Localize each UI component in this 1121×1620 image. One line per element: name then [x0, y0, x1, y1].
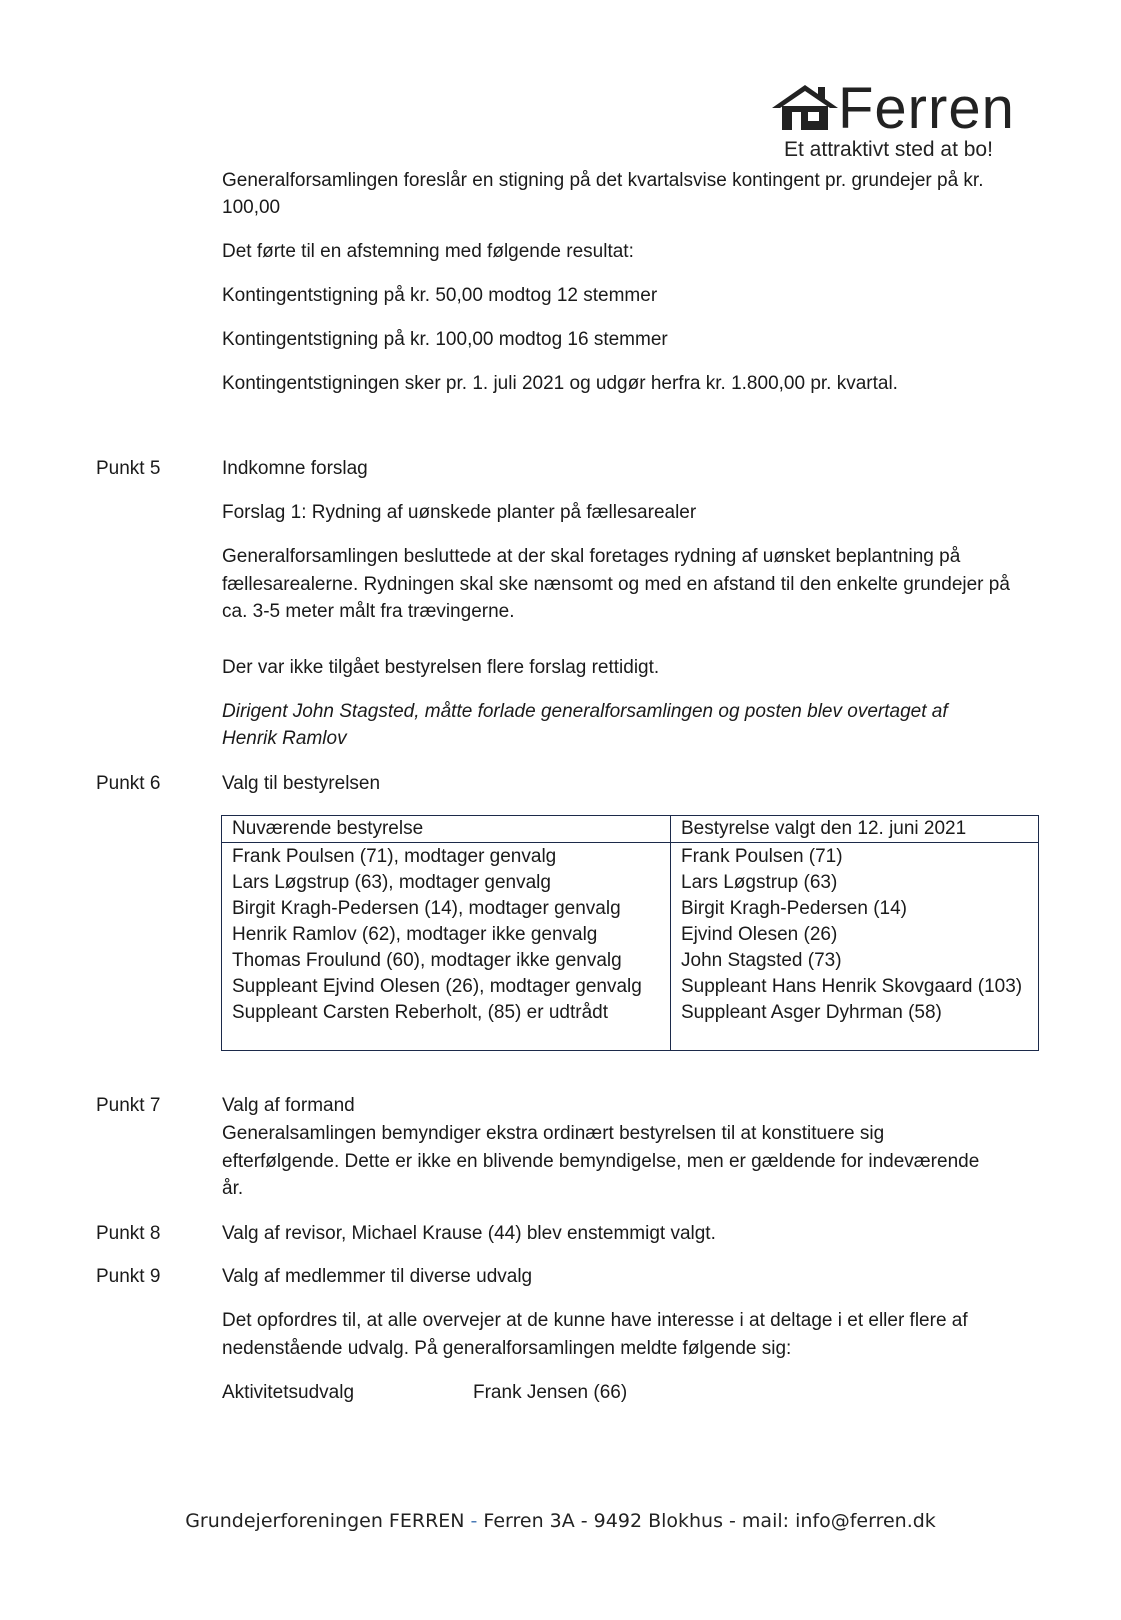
punkt6-title: Valg til bestyrelsen [222, 773, 381, 794]
logo-tagline: Et attraktivt sted at bo! [784, 138, 993, 161]
board-table [221, 815, 1039, 1051]
decision-line-1: Generalforsamlingen besluttede at der skal foretages rydning af uønsket beplantning på [222, 546, 961, 567]
vote-result-1: Kontingentstigning på kr. 50,00 modtog 12 stemmer [222, 285, 658, 306]
board-table-header-row [222, 816, 1039, 843]
elected-member: Suppleant Hans Henrik Skovgaard (103) [681, 976, 1023, 997]
decision-line-3: ca. 3-5 meter målt fra trævingerne. [222, 601, 515, 622]
elected-board-cell [671, 843, 1039, 1051]
no-more-proposals: Der var ikke tilgået bestyrelsen flere forslag rettidigt. [222, 657, 660, 678]
committee-name: Aktivitetsudvalg [222, 1382, 355, 1403]
header-current-board: Nuværende bestyrelse [222, 816, 671, 843]
punkt7-title: Valg af formand [222, 1095, 355, 1116]
punkt9-label: Punkt 9 [96, 1266, 161, 1287]
intro-line-1: Generalforsamlingen foreslår en stigning på det kvartalsvise kontingent pr. grundejer på kr. [222, 170, 984, 191]
punkt8-label: Punkt 8 [96, 1223, 161, 1244]
current-member: Thomas Froulund (60), modtager ikke genvalg [232, 950, 622, 971]
intro-line-2: 100,00 [222, 197, 281, 218]
punkt9-line-1: Det opfordres til, at alle overvejer at de kunne have interesse i at deltage i et eller flere af [222, 1310, 968, 1331]
elected-member: John Stagsted (73) [681, 950, 842, 971]
current-member: Suppleant Carsten Reberholt, (85) er udtrådt [232, 1002, 608, 1023]
punkt6-label: Punkt 6 [96, 773, 161, 794]
current-board-cell [222, 843, 671, 1051]
board-table-row [222, 843, 1039, 1051]
elected-member: Frank Poulsen (71) [681, 846, 843, 867]
vote-result-2: Kontingentstigning på kr. 100,00 modtog 16 stemmer [222, 329, 668, 350]
punkt5-title: Indkomne forslag [222, 458, 368, 479]
proposal-1: Forslag 1: Rydning af uønskede planter på fællesarealer [222, 502, 697, 523]
punkt9-line-2: nedenstående udvalg. På generalforsamlingen meldte følgende sig: [222, 1338, 792, 1359]
ferren-logo [770, 76, 1030, 166]
punkt9-title: Valg af medlemmer til diverse udvalg [222, 1266, 533, 1287]
header-elected-board: Bestyrelse valgt den 12. juni 2021 [671, 816, 1039, 843]
contribution-result: Kontingentstigningen sker pr. 1. juli 2021 og udgør herfra kr. 1.800,00 pr. kvartal. [222, 373, 898, 394]
elected-member: Ejvind Olesen (26) [681, 924, 838, 945]
punkt5-label: Punkt 5 [96, 458, 161, 479]
footer-org: Grundejerforeningen FERREN [185, 1510, 471, 1532]
chair-note-line-2: Henrik Ramlov [222, 728, 347, 749]
current-member: Suppleant Ejvind Olesen (26), modtager genvalg [232, 976, 642, 997]
page-footer [0, 1510, 1121, 1532]
decision-line-2: fællesarealerne. Rydningen skal ske nænsomt og med en afstand til den enkelte grundejer på [222, 574, 1010, 595]
elected-member: Suppleant Asger Dyhrman (58) [681, 1002, 942, 1023]
current-member: Henrik Ramlov (62), modtager ikke genvalg [232, 924, 598, 945]
vote-intro: Det førte til en afstemning med følgende resultat: [222, 241, 634, 262]
committee-member: Frank Jensen (66) [473, 1382, 628, 1403]
punkt7-line-3: år. [222, 1178, 244, 1199]
current-member: Birgit Kragh-Pedersen (14), modtager genvalg [232, 898, 621, 919]
current-member: Frank Poulsen (71), modtager genvalg [232, 846, 557, 867]
chair-note-line-1: Dirigent John Stagsted, måtte forlade generalforsamlingen og posten blev overtaget af [222, 701, 948, 722]
punkt8-text: Valg af revisor, Michael Krause (44) blev enstemmigt valgt. [222, 1223, 716, 1244]
house-icon [770, 82, 840, 132]
footer-dash: - [470, 1510, 478, 1532]
logo-wordmark: Ferren [838, 76, 1015, 141]
footer-address: Ferren 3A - 9492 Blokhus - mail: info@ferren.dk [477, 1510, 936, 1532]
current-member: Lars Løgstrup (63), modtager genvalg [232, 872, 551, 893]
punkt7-label: Punkt 7 [96, 1095, 161, 1116]
punkt7-line-2: efterfølgende. Dette er ikke en blivende bemyndigelse, men er gældende for indeværende [222, 1151, 980, 1172]
elected-member: Lars Løgstrup (63) [681, 872, 838, 893]
punkt7-line-1: Generalsamlingen bemyndiger ekstra ordinært bestyrelsen til at konstituere sig [222, 1123, 885, 1144]
elected-member: Birgit Kragh-Pedersen (14) [681, 898, 907, 919]
